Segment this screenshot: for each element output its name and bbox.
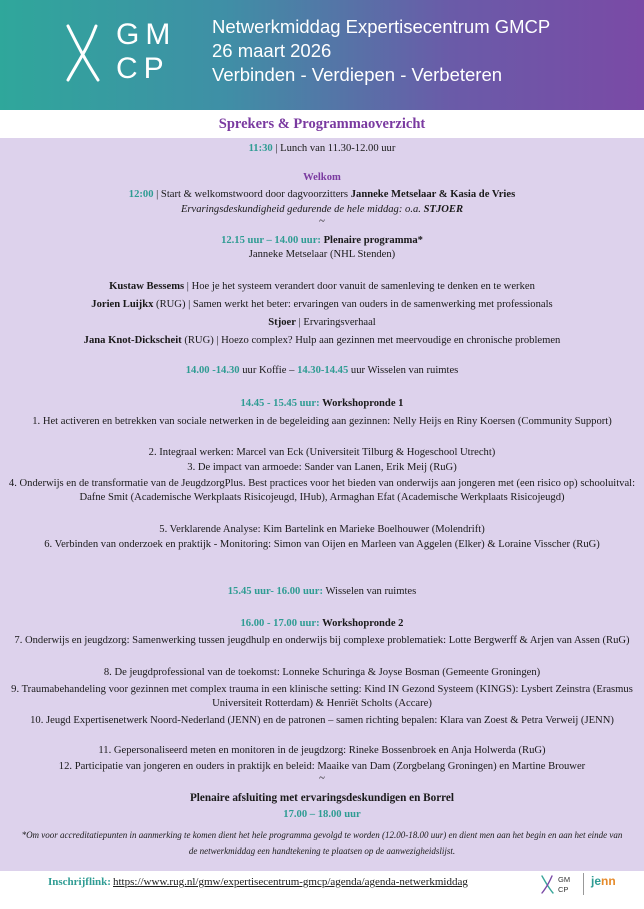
wissel-text: Wisselen van ruimtes xyxy=(323,586,417,597)
koffie-line xyxy=(6,364,638,378)
wissel-time: 15.45 uur- 16.00 uur: xyxy=(227,586,324,597)
workshop-item: 7. Onderwijs en jeugdzorg: Samenwerking tussen jeugdhulp en onderwijs bij complexe problematiek: Lotte Bergwerff & Arjen van Assen (RuG) xyxy=(14,635,630,646)
koffie-time-2: 14.30-14.45 xyxy=(297,365,349,376)
tilde-divider: ~ xyxy=(319,216,325,227)
ronde1-label: Workshopronde 1 xyxy=(319,398,404,409)
workshop-item: 4. Onderwijs en de transformatie van de JeugdzorgPlus. Best practices voor het bieden van onderwijs aan jongeren met (een risico op) schooluitval: Dafne Smit (Academische Werkplaats Risicojeugd, IHub), Armaghan Efat (Academische Werkplaats Risicojeugd) xyxy=(8,478,636,503)
start-line xyxy=(6,188,638,202)
speaker-row xyxy=(6,298,638,312)
ervaring-line xyxy=(6,203,638,217)
tilde-divider: ~ xyxy=(319,773,325,784)
workshop-item: 11. Gepersonaliseerd meten en monitoren in de jeugdzorg: Rineke Bossenbroek en Anja Holwerda (RuG) xyxy=(98,745,546,756)
workshop-item: 1. Het activeren en betrekken van sociale netwerken in de begeleiding aan gezinnen: Nelly Heijs en Riny Koersen (Community Support) xyxy=(32,416,612,427)
speaker-row xyxy=(6,280,638,294)
koffie-time-1: 14.00 -14.30 xyxy=(185,365,240,376)
lunch-time: 11:30 xyxy=(248,143,273,154)
section-band xyxy=(0,110,644,138)
workshop-item: 2. Integraal werken: Marcel van Eck (Universiteit Tilburg & Hogeschool Utrecht) xyxy=(148,447,496,458)
workshop-item: 8. De jeugdprofessional van de toekomst: Lonneke Schuringa & Joyse Bosman (Gemeente Groningen) xyxy=(103,667,541,678)
workshop-item: 9. Traumabehandeling voor gezinnen met complex trauma in een klinische setting: Kind IN Gezond Systeem (KINGS): Lysbert Zeinstra (Erasmus Universiteit Rotterdam) & Henriët Scholts (Accare) xyxy=(11,684,633,709)
footer-logo-text-top: GM xyxy=(558,875,571,884)
speaker-name: Stjoer xyxy=(268,317,296,328)
ronde2-label: Workshopronde 2 xyxy=(319,618,404,629)
speaker-name: Jana Knot-Dickscheit xyxy=(83,335,182,346)
start-time: 12:00 xyxy=(128,189,154,200)
wissel-line xyxy=(6,585,638,599)
logo-text-bottom: CP xyxy=(116,52,170,85)
ronde1-heading xyxy=(6,397,638,411)
plenair-host: Janneke Metselaar (NHL Stenden) xyxy=(248,249,396,260)
speaker-name: Jorien Luijkx xyxy=(91,299,154,310)
jenn-logo-part1: je xyxy=(591,874,602,888)
header-banner xyxy=(0,0,644,110)
workshop-item: 5. Verklarende Analyse: Kim Bartelink en Marieke Boelhouwer (Molendrift) xyxy=(159,524,485,535)
speaker-row xyxy=(6,334,638,348)
lunch-line xyxy=(6,142,638,156)
ervaring-name: STJOER xyxy=(423,204,464,215)
event-title: Netwerkmiddag Expertisecentrum GMCP xyxy=(212,16,551,37)
speaker-talk: | Ervaringsverhaal xyxy=(295,317,376,328)
signup-label: Inschrijflink: xyxy=(48,876,111,888)
program-body xyxy=(0,138,644,871)
speaker-talk: | Hoe je het systeem verandert door vanuit de samenleving te denken en te werken xyxy=(184,281,535,292)
jenn-logo-part2: nn xyxy=(601,874,616,888)
welkom-text: Welkom xyxy=(303,172,341,183)
workshop-item: 12. Participatie van jongeren en ouders in praktijk en beleid: Maaike van Dam (Zorgbelang Groningen) en Martine Brouwer xyxy=(58,761,586,772)
workshop-item: 6. Verbinden van onderzoek en praktijk - Monitoring: Simon van Oijen en Marleen van Aggelen (Elker) & Loraine Visscher (RuG) xyxy=(44,539,600,550)
koffie-text-1: uur Koffie – xyxy=(239,365,298,376)
ervaring-text: Ervaringsdeskundigheid gedurende de hele middag: o.a. xyxy=(180,204,424,215)
ronde2-time: 16.00 - 17.00 uur: xyxy=(240,618,320,629)
speaker-talk: (RUG) | Samen werkt het beter: ervaringen van ouders in de samenwerking met professionals xyxy=(153,299,553,310)
plenair-label: Plenaire programma* xyxy=(320,235,423,246)
lunch-text: | Lunch van 11.30-12.00 uur xyxy=(272,143,396,154)
welkom-heading xyxy=(6,171,638,185)
speaker-name: Kustaw Bessems xyxy=(109,281,185,292)
event-tagline: Verbinden - Verdiepen - Verbeteren xyxy=(212,64,503,85)
ronde2-heading xyxy=(6,617,638,631)
koffie-text-2: uur Wisselen van ruimtes xyxy=(348,365,459,376)
footnote: *Om voor accreditatiepunten in aanmerking te komen dient het hele programma gevolgd te worden (12.00-18.00 uur) en dient men aan het begin en aan het einde van de netwerkmiddag een handtekening te plaatsen op de aanwezigheidslijst. xyxy=(21,830,623,856)
footer-logo-text-bottom: CP xyxy=(558,885,569,894)
gmcp-footer-logo xyxy=(540,873,580,895)
ronde1-time: 14.45 - 15.45 uur: xyxy=(240,398,320,409)
event-date: 26 maart 2026 xyxy=(212,40,332,61)
workshop-item: 3. De impact van armoede: Sander van Lanen, Erik Meij (RuG) xyxy=(187,462,457,473)
start-text: | Start & welkomstwoord door dagvoorzitters xyxy=(153,189,351,200)
start-names: Janneke Metselaar & Kasia de Vries xyxy=(350,189,516,200)
workshop-item: 10. Jeugd Expertisenetwerk Noord-Nederland (JENN) en de patronen – samen richting bepalen: Klara van Zoest & Petra Verweij (JENN) xyxy=(30,715,614,726)
plenair-line xyxy=(6,234,638,248)
plenair-time: 12.15 uur – 14.00 uur: xyxy=(221,235,321,246)
speaker-row xyxy=(6,316,638,330)
jenn-logo xyxy=(591,874,616,888)
afsluiting-label: Plenaire afsluiting met ervaringsdeskundigen en Borrel xyxy=(189,792,455,804)
logo-divider xyxy=(583,873,584,895)
section-title: Sprekers & Programmaoverzicht xyxy=(218,116,426,132)
afsluiting-time: 17.00 – 18.00 uur xyxy=(283,809,361,820)
logo-text-top: GM xyxy=(116,18,177,51)
speaker-talk: (RUG) | Hoezo complex? Hulp aan gezinnen met meervoudige en chronische problemen xyxy=(181,335,561,346)
signup-link[interactable]: https://www.rug.nl/gmw/expertisecentrum-gmcp/agenda/agenda-netwerkmiddag xyxy=(113,876,468,888)
footer xyxy=(0,871,644,909)
